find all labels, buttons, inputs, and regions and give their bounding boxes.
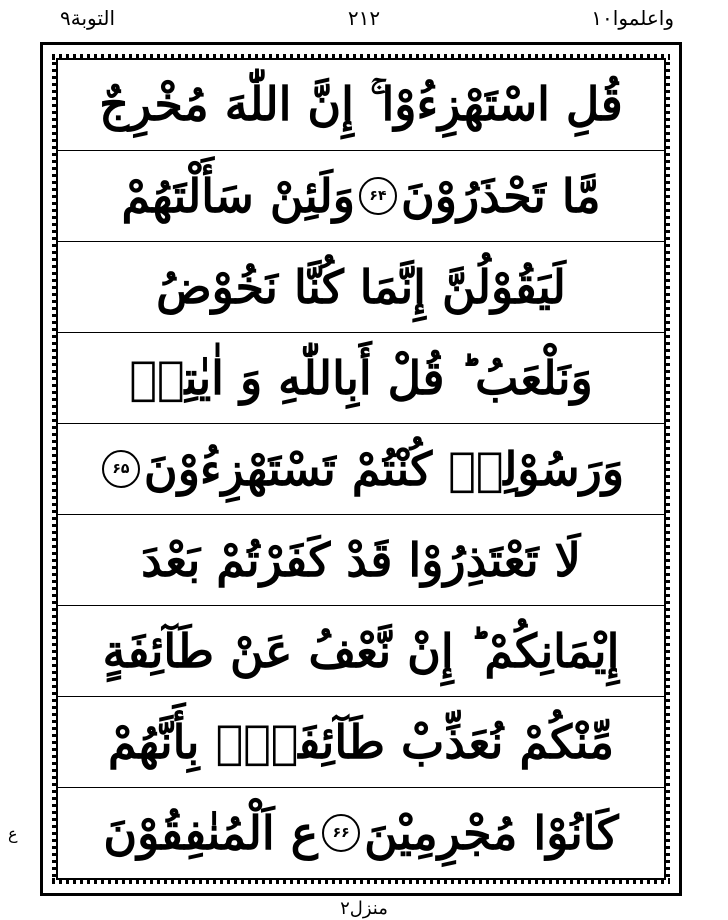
verse-text: مَّا تَحْذَرُوْنَ [400,169,601,223]
ayah-number-marker: ۶۵ [102,450,140,488]
surah-name-header: التوبة۹ [60,6,116,30]
ruku-margin-note: ع [8,824,18,843]
text-line [58,424,664,515]
verse-text: إِيْمَانِكُمْ ؕ إِنْ نَّعْفُ عَنْ طَآئِفَةٍ [102,624,620,678]
verse-text: وَلَئِنْ سَأَلْتَهُمْ [121,169,355,223]
text-line [58,606,664,697]
verse-text: كَانُوْا مُجْرِمِيْنَ [364,806,619,860]
text-line [58,242,664,333]
quran-text-lines [58,60,664,878]
verse-text: وَرَسُوْلِهٖ كُنْتُمْ تَسْتَهْزِءُوْنَ [143,442,625,496]
verse-text: مِّنْكُمْ نُعَذِّبْ طَآئِفَةًۢ بِأَنَّهُمْ [108,715,614,769]
verse-text: ع اَلْمُنٰفِقُوْنَ [103,806,319,860]
verse-text: وَنَلْعَبُ ؕ قُلْ أَبِاللّٰهِ وَ اٰيٰتِهٖ [129,351,593,405]
text-line [58,697,664,788]
text-line [58,151,664,242]
text-line [58,333,664,424]
verse-text: لَيَقُوْلُنَّ إِنَّمَا كُنَّا نَخُوْضُ [156,260,566,314]
juz-name-header: واعلموا۱۰ [591,6,674,30]
page-number: ۲۱۲ [347,6,381,30]
verse-text: لَا تَعْتَذِرُوْا قَدْ كَفَرْتُمْ بَعْدَ [141,533,581,587]
verse-text: قُلِ اسْتَهْزِءُوْا ۚ إِنَّ اللّٰهَ مُخْرِجٌ [99,77,623,131]
ayah-number-marker: ۶۴ [359,177,397,215]
manzil-footer: منزل۲ [340,898,388,919]
text-line [58,60,664,151]
text-line [58,515,664,606]
ayah-number-marker: ۶۶ [322,814,360,852]
text-line [58,788,664,878]
